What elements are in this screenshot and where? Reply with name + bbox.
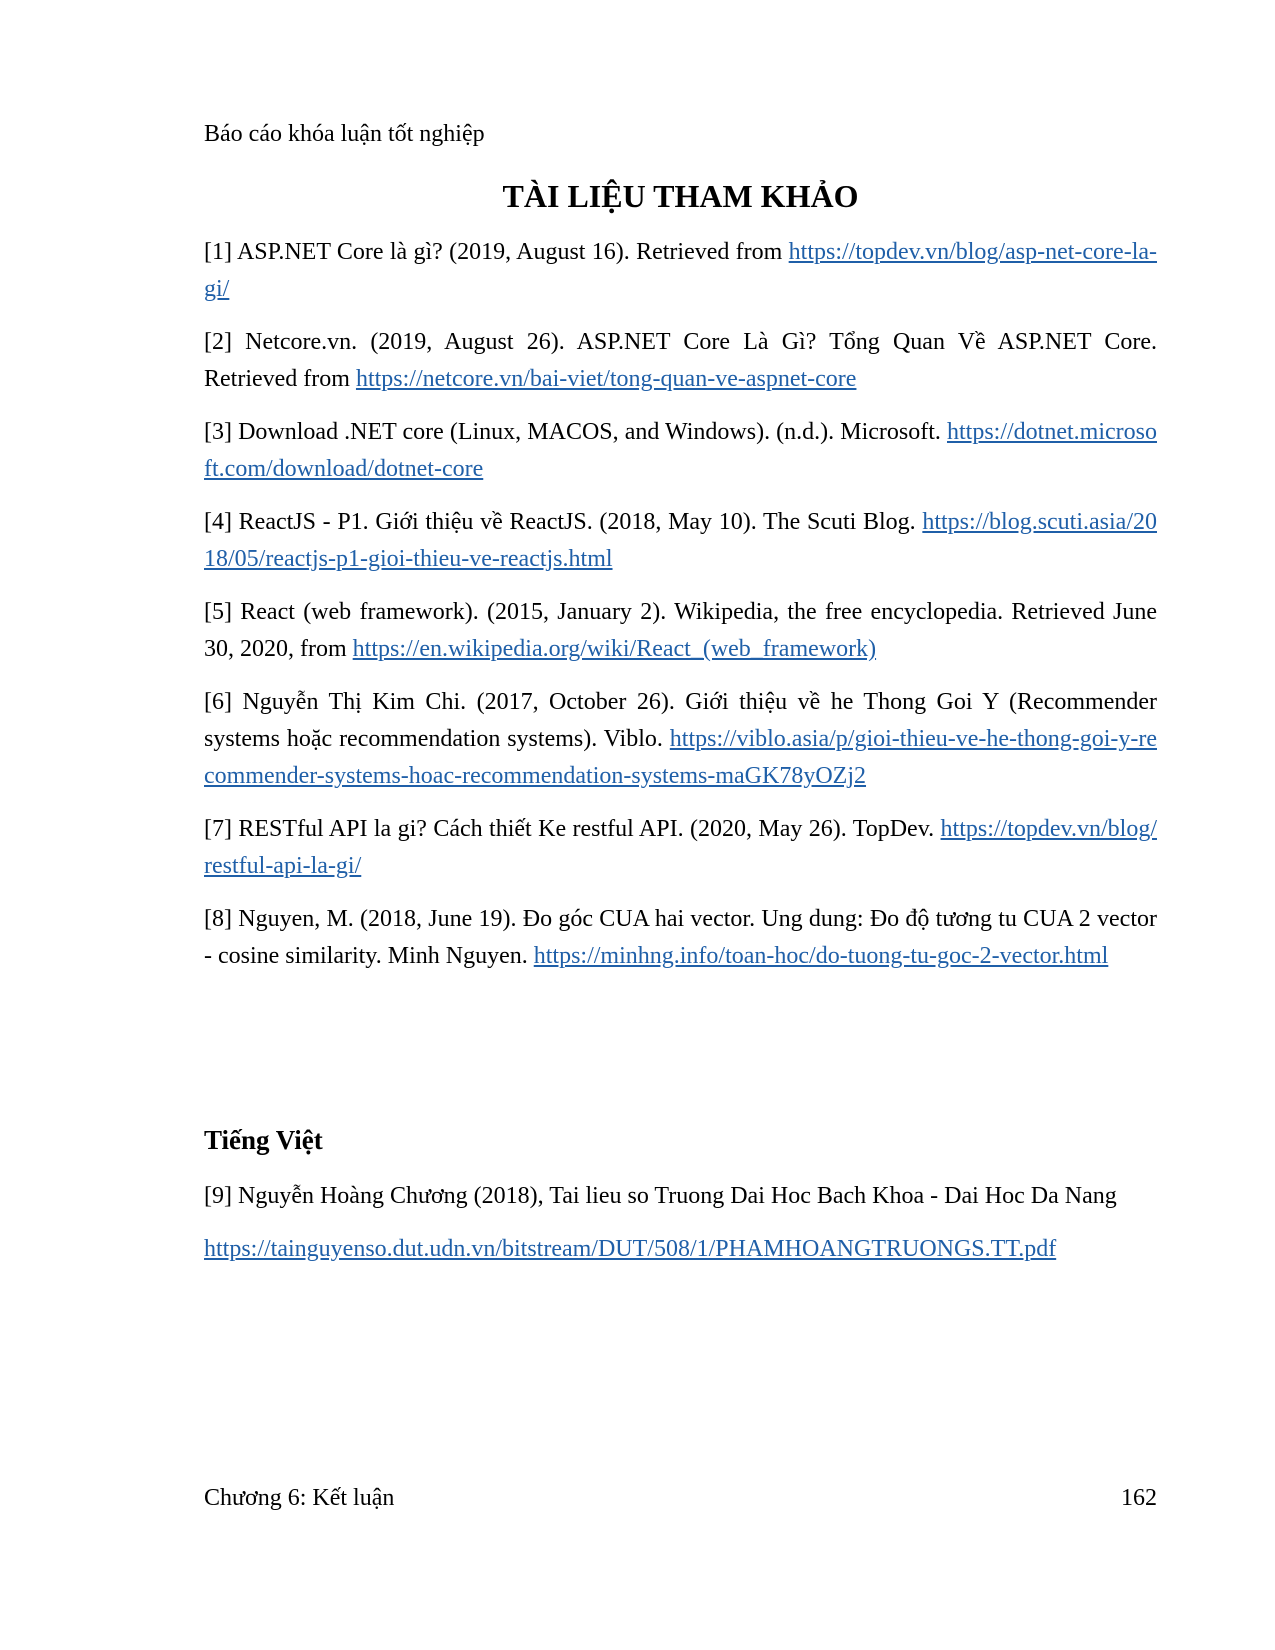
reference-text: [6] Nguyễn Thị Kim Chi. (2017, October 26). Giới thiệu về he Thong Goi Y (Recommender systems hoặc recommendation systems). Viblo. xyxy=(204,689,1157,752)
reference-item-9-link-line xyxy=(204,1231,1157,1268)
reference-text: [2] Netcore.vn. (2019, August 26). ASP.NET Core Là Gì? Tổng Quan Về ASP.NET Core. Retrieved from xyxy=(204,329,1157,392)
reference-item-5 xyxy=(204,594,1157,668)
page-title: TÀI LIỆU THAM KHẢO xyxy=(502,178,859,214)
reference-item-6 xyxy=(204,684,1157,795)
page-footer xyxy=(204,1482,1157,1514)
reference-list xyxy=(204,234,1157,991)
reference-link[interactable]: https://en.wikipedia.org/wiki/React_(web_framework) xyxy=(352,636,877,662)
vietnamese-reference-list xyxy=(204,1178,1157,1268)
reference-item-4 xyxy=(204,504,1157,578)
reference-text: [5] React (web framework). (2015, January 2). Wikipedia, the free encyclopedia. Retrieved June 30, 2020, from xyxy=(204,599,1157,662)
reference-link[interactable]: https://topdev.vn/blog/asp-net-core-la-gi/ xyxy=(204,239,1157,302)
reference-text: [3] Download .NET core (Linux, MACOS, and Windows). (n.d.). Microsoft. xyxy=(204,419,947,445)
page-number: 162 xyxy=(1121,1485,1157,1511)
reference-item-3 xyxy=(204,414,1157,488)
reference-link[interactable]: https://viblo.asia/p/gioi-thieu-ve-he-thong-goi-y-recommender-systems-hoac-recommendation-systems-maGK78yOZj2 xyxy=(204,726,1157,789)
reference-item-2 xyxy=(204,324,1157,398)
running-header: Báo cáo khóa luận tốt nghiệp xyxy=(204,121,485,147)
reference-link[interactable]: https://netcore.vn/bai-viet/tong-quan-ve-aspnet-core xyxy=(355,366,857,392)
reference-item-9: [9] Nguyễn Hoàng Chương (2018), Tai lieu so Truong Dai Hoc Bach Khoa - Dai Hoc Da Nang xyxy=(204,1183,1117,1209)
reference-link[interactable]: https://minhng.info/toan-hoc/do-tuong-tu-goc-2-vector.html xyxy=(533,943,1109,969)
reference-link[interactable]: https://blog.scuti.asia/2018/05/reactjs-p1-gioi-thieu-ve-reactjs.html xyxy=(204,509,1157,572)
reference-link[interactable]: https://topdev.vn/blog/restful-api-la-gi/ xyxy=(204,816,1157,879)
reference-text: [7] RESTful API la gi? Cách thiết Ke restful API. (2020, May 26). TopDev. xyxy=(204,816,941,842)
footer-chapter: Chương 6: Kết luận xyxy=(204,1485,395,1511)
reference-text: [4] ReactJS - P1. Giới thiệu về ReactJS. (2018, May 10). The Scuti Blog. xyxy=(204,509,923,535)
section-heading-vietnamese: Tiếng Việt xyxy=(204,1125,323,1155)
reference-item-8 xyxy=(204,901,1157,975)
reference-text: [8] Nguyen, M. (2018, June 19). Đo góc CUA hai vector. Ung dung: Đo độ tương tu CUA 2 vector - cosine similarity. Minh Nguyen. xyxy=(204,906,1157,969)
reference-link[interactable]: https://tainguyenso.dut.udn.vn/bitstream/DUT/508/1/PHAMHOANGTRUONGS.TT.pdf xyxy=(204,1236,1057,1262)
reference-link[interactable]: https://dotnet.microsoft.com/download/dotnet-core xyxy=(204,419,1157,482)
reference-item-7 xyxy=(204,811,1157,885)
reference-item-1 xyxy=(204,234,1157,308)
reference-text: [1] ASP.NET Core là gì? (2019, August 16). Retrieved from xyxy=(204,239,789,265)
